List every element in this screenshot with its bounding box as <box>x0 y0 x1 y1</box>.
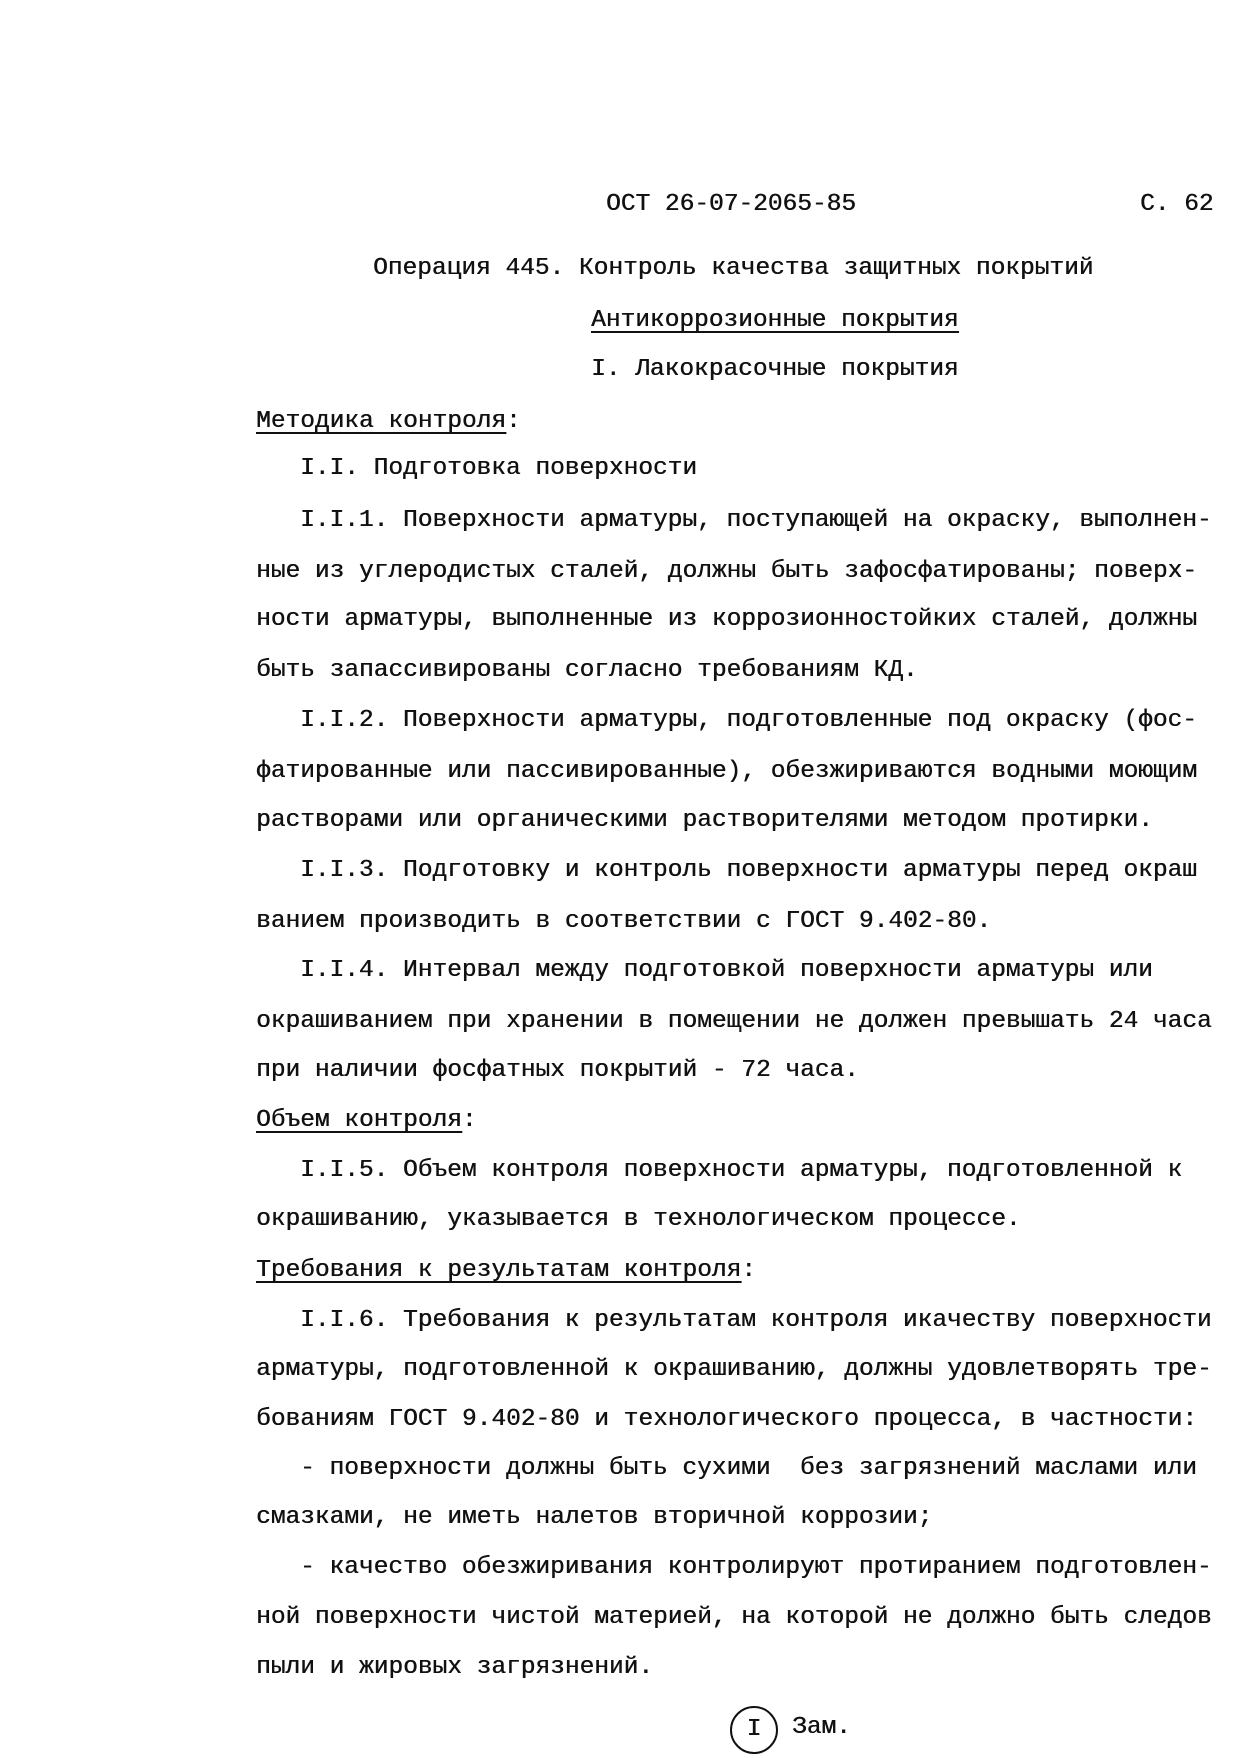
paragraph-line: I.I.2. Поверхности арматуры, подготовленные под окраску (фос- <box>300 707 1197 734</box>
paragraph-line: окрашиванию, указывается в технологическом процессе. <box>256 1206 1021 1233</box>
page-number: С. 62 <box>1140 191 1214 218</box>
paragraph-line: пыли и жировых загрязнений. <box>256 1654 653 1681</box>
paragraph-line: при наличии фосфатных покрытий - 72 часа. <box>256 1057 859 1084</box>
paragraph-line: ной поверхности чистой материей, на которой не должно быть следов <box>256 1604 1212 1631</box>
revision-number-circle: I <box>730 1706 778 1754</box>
subsection-heading: I. Лакокрасочные покрытия <box>591 356 959 383</box>
paragraph-line: быть запассивированы согласно требованиям КД. <box>256 657 918 684</box>
method-heading <box>256 397 521 447</box>
paragraph-line: растворами или органическими растворителями методом протирки. <box>256 807 1153 834</box>
revision-label: Зам. <box>792 1714 851 1741</box>
paragraph-line: I.I.5. Объем контроля поверхности арматуры, подготовленной к <box>300 1157 1183 1184</box>
paragraph-line: - качество обезжиривания контролируют протиранием подготовлен- <box>300 1554 1212 1581</box>
requirements-heading-colon: : <box>741 1257 756 1284</box>
paragraph-line: арматуры, подготовленной к окрашиванию, должны удовлетворять тре- <box>256 1356 1212 1383</box>
paragraph-line: I.I.6. Требования к результатам контроля икачеству поверхности <box>300 1307 1212 1334</box>
paragraph-line: - поверхности должны быть сухими без загрязнений маслами или <box>300 1455 1197 1482</box>
requirements-heading-text: Требования к результатам контроля <box>256 1257 742 1284</box>
operation-title: Операция 445. Контроль качества защитных покрытий <box>373 255 1094 282</box>
paragraph-line: I.I.3. Подготовку и контроль поверхности арматуры перед окраш <box>300 857 1197 884</box>
volume-heading-colon: : <box>461 1107 477 1134</box>
method-heading-colon: : <box>505 408 521 435</box>
paragraph-line: бованиям ГОСТ 9.402-80 и технологического процесса, в частности: <box>256 1406 1197 1433</box>
paragraph-line: окрашиванием при хранении в помещении не должен превышать 24 часа <box>256 1008 1212 1035</box>
volume-heading-text: Объем контроля <box>256 1107 462 1134</box>
paragraph-line: фатированные или пассивированные), обезжириваются водными моющим <box>256 758 1197 785</box>
document-code: ОСТ 26-07-2065-85 <box>606 191 856 218</box>
paragraph-line: смазками, не иметь налетов вторичной коррозии; <box>256 1504 933 1531</box>
paragraph-line: I.I. Подготовка поверхности <box>300 455 697 482</box>
volume-heading <box>256 1096 477 1146</box>
paragraph-line: ванием производить в соответствии с ГОСТ 9.402-80. <box>256 908 992 935</box>
paragraph-line: ности арматуры, выполненные из коррозионностойких сталей, должны <box>256 606 1197 633</box>
paragraph-line: I.I.1. Поверхности арматуры, поступающей на окраску, выполнен- <box>300 507 1212 534</box>
requirements-heading <box>256 1246 756 1296</box>
section-heading-text: Антикоррозионные покрытия <box>591 307 959 334</box>
section-heading <box>591 296 959 346</box>
paragraph-line: ные из углеродистых сталей, должны быть зафосфатированы; поверх- <box>256 558 1197 585</box>
method-heading-text: Методика контроля <box>256 408 506 435</box>
paragraph-line: I.I.4. Интервал между подготовкой поверхности арматуры или <box>300 957 1153 984</box>
